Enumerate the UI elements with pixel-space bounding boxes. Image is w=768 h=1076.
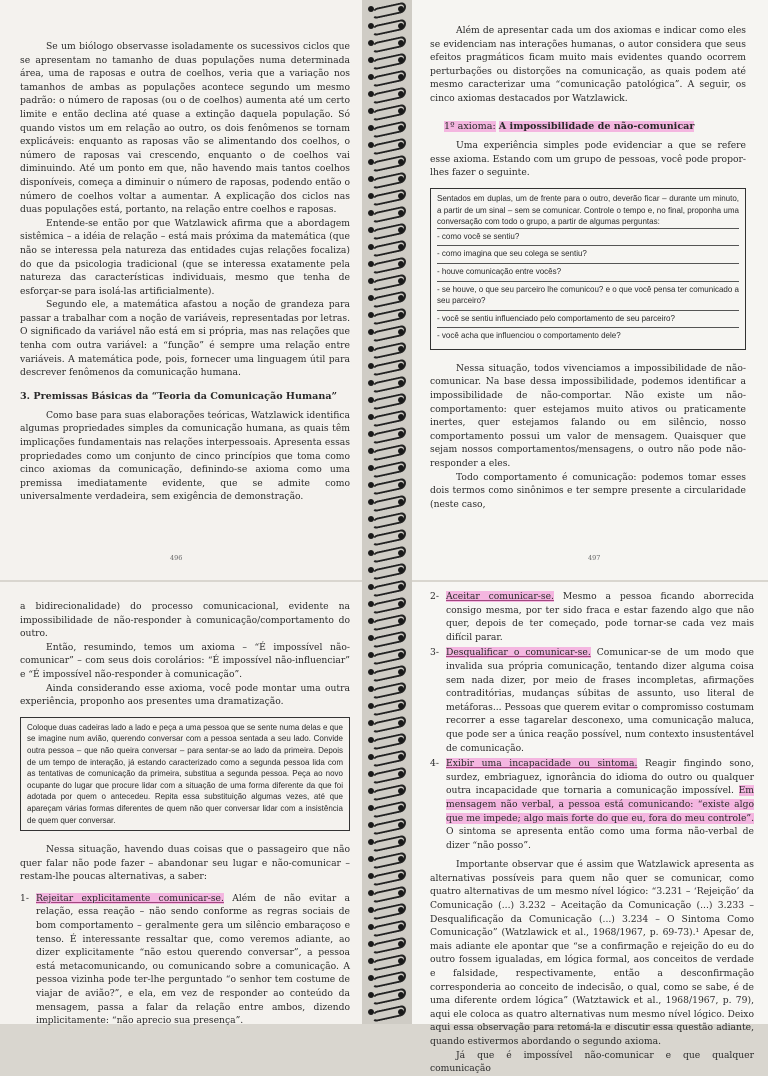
binding-coil [366,225,408,235]
binding-coil [366,1007,408,1017]
binding-coil [366,548,408,558]
page-499 [412,582,768,1075]
paragraph: Todo comportamento é comunicação: podemos tomar esses dois termos como sinônimos e ter sempre presente a circularidade (neste caso, [430,471,746,510]
paragraph: Segundo ele, a matemática afastou a noção de grandeza para passar a trabalhar com a noção de variáveis, representadas por letras. O significado da variável não está em si própria, mas nas relações que tenha com outra variável: a “função” é sempre uma relação entre variáveis. A matemática pode, pois, fornecer uma linguagem útil para descrever fenômenos da comunicação humana. [20,299,350,379]
paragraph: Já que é impossível não-comunicar e que qualquer comunicação [430,1049,754,1075]
binding-coil [366,820,408,830]
item-text: O sintoma se apresenta então como uma forma não-verbal de dizer “não posso”. [446,826,754,851]
binding-coil [366,293,408,303]
binding-coil [366,803,408,813]
binding-coil [366,140,408,150]
exercise-box [430,188,746,350]
page-number: 497 [588,554,601,563]
list-item [430,590,754,644]
section-heading: 3. Premissas Básicas da “Teoria da Comunicação Humana” [20,390,338,402]
highlighted-text: Rejeitar explicitamente comunicar-se. [36,892,224,904]
binding-coil [366,497,408,507]
list-item [430,757,754,852]
paragraph: Entende-se então por que Watzlawick afirma que a abordagem sistêmica – a idéia de relação – está mais próxima da matemática (que não se interessa pela natureza das entidades cujas relações focaliza) do que da psicologia tradicional (que se interessa exatamente pela natureza das características individuais, mesmo que tenha de esforçar-se para isolá-las artificialmente). [20,217,350,297]
binding-coil [366,888,408,898]
list-item [20,892,350,1028]
item-text: Comunicar-se de um modo que invalida sua própria comunicação, tentando dizer alguma coisa sem nada dizer, por meio de frases incompletas, afirmações contraditórias, mudanças súbitas de assunto, uso literal de metáforas... Pessoas que querem evitar o compromisso costumam recorrer a esse tagarelar desconexo, uma comunicação maluca, que pode ser a única reação possível, num contexto insustentável de comunicação. [446,647,754,754]
binding-coil [366,599,408,609]
binding-coil [366,990,408,1000]
binding-coil [366,395,408,405]
exercise-box [20,717,350,831]
binding-coil [366,582,408,592]
item-number: 3- [430,647,439,659]
binding-coil [366,276,408,286]
binding-coil [366,174,408,184]
binding-coil [366,310,408,320]
binding-coil [366,905,408,915]
item-number: 2- [430,591,439,602]
binding-coil [366,786,408,796]
list-item [430,646,754,755]
axiom-heading [444,120,746,134]
paragraph: Se um biólogo observasse isoladamente os sucessivos ciclos que se apresentam no tamanho de duas populações numa determinada área, uma de raposas e outra de coelhos, veria que a variação nos tamanhos de ambas as populações acontece segundo um mesmo padrão: o número de raposas (ou o de coelhos) aumenta até um certo limite e então declina até quase a extinção daquela população. Só quando vistos um em relação ao outro, os dois fenômenos se tornam explicáveis: enquanto as raposas vão se alimentando dos coelhos, o número de raposas vai crescendo, enquanto o de coelhos vai diminuindo. Até um ponto em que, não havendo mais tantos coelhos disponíveis, começa a diminuir o número de raposas, podendo então o número de coelhos voltar a aumentar. A explicação dos ciclos nas duas populações está, portanto, na relação entre coelhos e raposas. [20,41,350,216]
binding-coil [366,429,408,439]
box-question: - se houve, o que seu parceiro lhe comunicou? e o que você pensa ter comunicado a seu parceiro? [437,281,739,310]
paragraph: Nessa situação, havendo duas coisas que o passageiro que não quer falar não pode fazer – abandonar seu lugar e não-comunicar – restam-lhe poucas alternativas, a saber: [20,844,350,883]
binding-coil [366,718,408,728]
highlighted-text: Em mensagem não verbal, a pessoa está comunicando: “existe algo que me impede; algo mais forte do que eu, fora do meu controle”. [446,785,754,824]
binding-coil [366,208,408,218]
paragraph: Uma experiência simples pode evidenciar a que se refere esse axioma. Estando com um grupo de pessoas, você pode propor-lhes fazer o seguinte. [430,140,746,179]
paragraph: a bidirecionalidade) do processo comunicacional, evidente na impossibilidade de não-responder à comunicação/comportamento do outro. [20,601,350,640]
box-question: - você acha que influenciou o comportamento dele? [437,327,739,345]
binding-coil [366,956,408,966]
highlighted-text: Aceitar comunicar-se. [446,591,554,602]
axiom-number: 1º axioma: [444,120,496,132]
box-text: Sentados em duplas, um de frente para o outro, deverão ficar – durante um minuto, a partir de um sinal – sem se comunicar. Controle o tempo e, no final, proponha uma conversação com todo o grupo, a partir de algumas perguntas: [437,193,739,227]
binding-coil [366,701,408,711]
binding-coil [366,752,408,762]
binding-coil [366,378,408,388]
binding-coil [366,837,408,847]
binding-coil [366,344,408,354]
binding-coil [366,871,408,881]
paragraph: Nessa situação, todos vivenciamos a impossibilidade de não-comunicar. Na base dessa impossibilidade, podemos identificar a impossibilidade de não-comportar. Não existe um não-comportamento: quer estejamos muito ativos ou praticamente inertes, quer estejamos falando ou em silêncio, nosso comportamento possui um valor de mensagem. Quaisquer que sejam nossos comportamentos/mensagens, o outro não pode não-responder a eles. [430,362,746,470]
page-number: 496 [170,554,183,563]
binding-coil [366,684,408,694]
binding-coil [366,446,408,456]
highlighted-text: Exibir uma incapacidade ou sintoma. [446,758,638,770]
binding-coil [366,412,408,422]
paragraph: Além de apresentar cada um dos axiomas e indicar como eles se evidenciam nas interações humanas, o autor considera que seus efeitos pragmáticos ficam muito mais evidentes quando ocorrem perturbações ou distorções na comunicação, as quais podem até mesmo caracterizar uma “comunicação patológica”. A seguir, os cinco axiomas destacados por Watzlawick. [430,25,746,104]
binding-coil [366,38,408,48]
binding-coil [366,191,408,201]
binding-coil [366,123,408,133]
binding-coil [366,72,408,82]
box-question: - como imagina que seu colega se sentiu? [437,245,739,263]
binding-coil [366,259,408,269]
axiom-title: A impossibilidade de não-comunicar [498,120,695,132]
page-498 [0,582,362,1027]
binding-coil [366,480,408,490]
binding-coil [366,854,408,864]
binding-coil [366,514,408,524]
binding-coil [366,157,408,167]
box-question: - houve comunicação entre vocês? [437,263,739,281]
binding-coil [366,463,408,473]
binding-coil [366,55,408,65]
box-question: - você se sentiu influenciado pelo comportamento de seu parceiro? [437,310,739,328]
binding-coil [366,769,408,779]
binding-coil [366,4,408,14]
binding-coil [366,106,408,116]
binding-coil [366,922,408,932]
binding-coil [366,633,408,643]
page-497 [412,0,768,580]
binding-coil [366,531,408,541]
spiral-binding [362,0,412,1024]
binding-coil [366,973,408,983]
binding-coil [366,242,408,252]
paragraph: Ainda considerando esse axioma, você pode montar uma outra experiência, proponho aos presentes uma dramatização. [20,682,350,708]
paragraph: Então, resumindo, temos um axioma – “É impossível não-comunicar” – com seus dois corolários: “É impossível não-influenciar” e “É impossível não-responder à comunicação”. [20,641,350,680]
binding-coil [366,565,408,575]
binding-coil [366,21,408,31]
item-number: 1- [20,892,29,904]
paragraph: Importante observar que é assim que Watzlawick apresenta as alternativas possíveis para quem não quer se comunicar, como quatro alternativas de um mesmo nível lógico: “3.231 – ‘Rejeição’ da Comunicação (...) 3.232 – Aceitação da Comunicação (...) 3.233 – Desqualificação da Comunicação (...) 3.234 – O Sintoma Como Comunicação” (Watzlawick et al., 1968/1967, p. 69-73).¹ Apesar de, mais adiante ele apontar que “se a confirmação e rejeição do eu do outro fossem igualadas, em lógica formal, aos conceitos de verdade e falsidade, respectivamente, então a desconfirmação corresponderia ao conceito de indecisão, o qual, como se sabe, é de uma diferente ordem lógica” (Watztawick et al., 1968/1967, p. 79), aqui ele coloca as quatro alternativas num mesmo nível lógico. Deixo aqui essa observação para retomá-la e discutir essa questão adiante, quando estivermos abordando o segundo axioma. [430,859,754,1047]
item-number: 4- [430,758,439,770]
paragraph: Como base para suas elaborações teóricas, Watzlawick identifica algumas propriedades simples da comunicação humana, as quais têm implicações fundamentais nas relações interpessoais. Apresenta essas propriedades como um conjunto de cinco princípios que toma como cinco axiomas da comunicação, definindo-se axioma como uma premissa imediatamente evidente, que se admite como universalmente verdadeira, sem exigência de demonstração. [20,409,350,503]
item-text: Mesmo a pessoa ficando aborrecida consigo mesma, por ter sido fraca e estar fazendo algo que não quer, depois de ter começado, pode tornar-se cada vez mais difícil parar. [446,591,754,643]
binding-coil [366,735,408,745]
binding-coil [366,616,408,626]
binding-coil [366,939,408,949]
binding-coil [366,650,408,660]
box-question: - como você se sentiu? [437,228,739,246]
binding-coil [366,667,408,677]
item-text: Além de não evitar a relação, essa reação – não sendo conforme as regras sociais de bom comportamento – geralmente gera um silêncio embaraçoso e tenso. É interessante ressaltar que, como veremos adiante, ao dizer explicitamente “não estou querendo conversar”, a pessoa está metacomunicando, ou comunicando sobre a comunicação. A pessoa vizinha pode ter-lhe perguntado “o senhor tem costume de viajar de avião?”, e ela, em vez de responder ao conteúdo da mensagem, passa a falar da relação entre ambos, dizendo implicitamente: “não aprecio sua presença”. [36,892,350,1027]
page-496 [0,0,362,580]
highlighted-text: Desqualificar o comunicar-se. [446,647,591,659]
box-text: Coloque duas cadeiras lado a lado e peça a uma pessoa que se sente numa delas e que se imagine num avião, querendo conversar com a pessoa sentada a seu lado. Convide outra pessoa – que não queira conversar – para sentar-se ao lado da primeira. Depois de um tempo de interação, já estando caracterizado como a segunda pessoa lida com as tentativas de comunicação da primeira, substitua a segunda pessoa. Peça ao novo ocupante do lugar que procure lidar com a situação de uma forma diferente da que foi adotada por quem o antecedeu. Repita essa substituição algumas vezes, até que apareçam várias formas diferentes de quem não quer conversar lidar com a insistência de quem quer conversar. [27,722,343,825]
binding-coil [366,327,408,337]
item-text: Reagir fingindo sono, surdez, embriaguez, ignorância do idioma do outro ou qualquer outra incapacidade que tornaria a comunicação impossível. [446,758,754,797]
binding-coil [366,361,408,371]
binding-coil [366,89,408,99]
